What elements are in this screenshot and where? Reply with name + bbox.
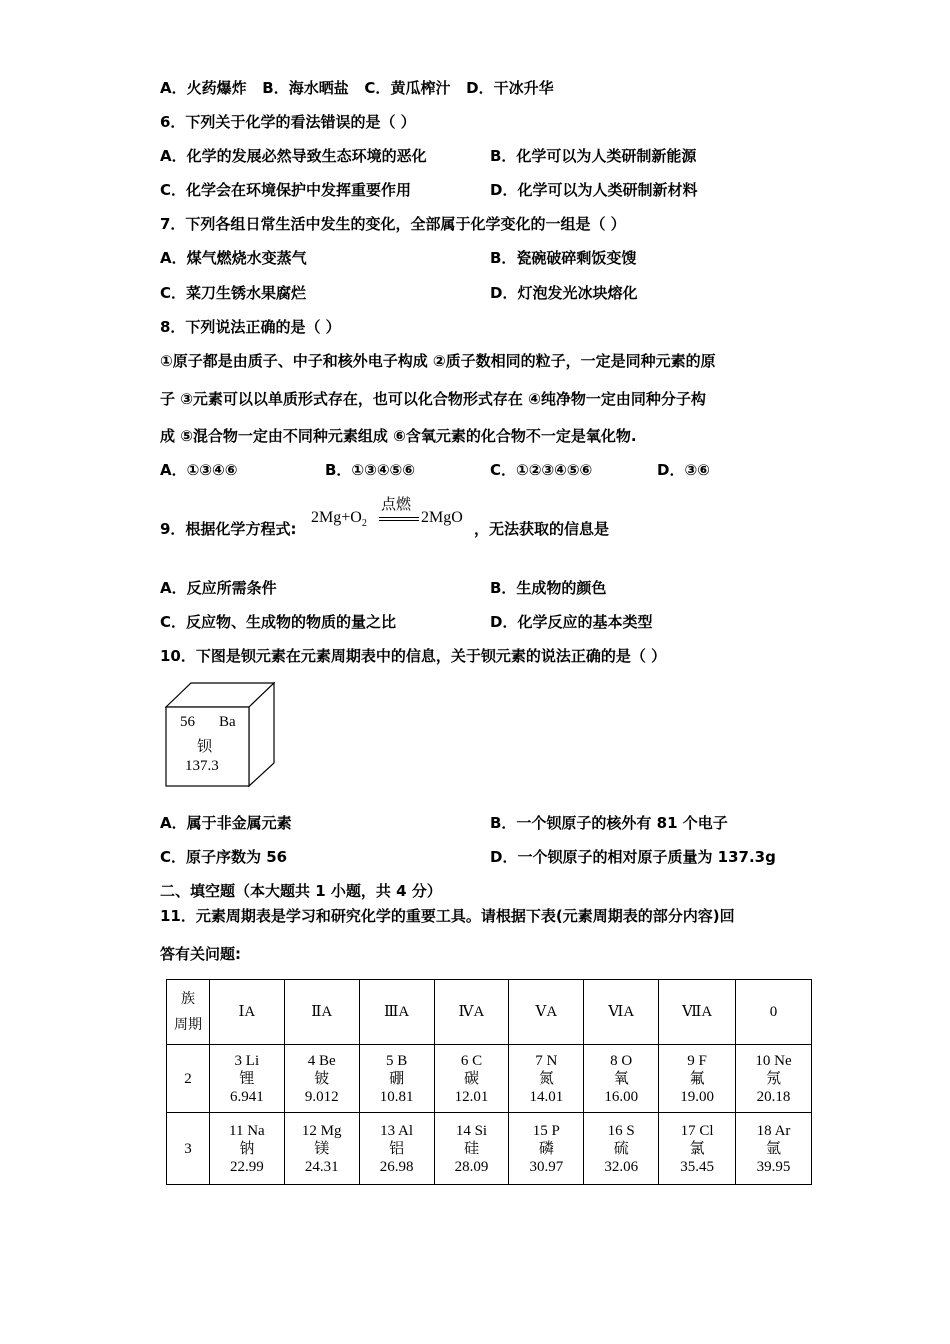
element-number-symbol: 4 Be [307, 1052, 336, 1069]
element-name: 锂 [239, 1070, 255, 1087]
element-name: 碳 [463, 1070, 479, 1087]
period-label: 3 [167, 1113, 210, 1185]
equation-equals-sign [379, 516, 419, 524]
element-number-symbol: 18 Ar [756, 1122, 791, 1139]
element-number-symbol: 10 Ne [755, 1052, 792, 1069]
q5-option-d[interactable]: D．干冰升华 [466, 79, 554, 97]
q10-option-d[interactable]: D．一个钡原子的相对原子质量为 137.3g [490, 848, 776, 866]
q8-statements-line-1: ①原子都是由质子、中子和核外电子构成 ②质子数相同的粒子，一定是同种元素的原 [160, 352, 716, 370]
element-mass: 19.00 [680, 1088, 714, 1105]
element-mass: 30.97 [529, 1158, 564, 1175]
element-name: 氖 [766, 1070, 782, 1087]
q8-stem: 8．下列说法正确的是（ ） [160, 318, 341, 336]
element-mass: 9.012 [304, 1088, 339, 1105]
element-mass: 28.09 [454, 1158, 489, 1175]
q9-option-a[interactable]: A．反应所需条件 [160, 579, 277, 597]
q8-statements-line-2: 子 ③元素可以以单质形式存在，也可以化合物形式存在 ④纯净物一定由同种分子构 [160, 390, 706, 408]
q5-option-a[interactable]: A．火药爆炸 [160, 79, 247, 97]
element-name: 磷 [538, 1140, 554, 1157]
period-label: 2 [167, 1045, 210, 1113]
element-mass: 10.81 [379, 1088, 414, 1105]
q8-option-a[interactable]: A．①③④⑥ [160, 461, 238, 479]
element-mass: 16.00 [604, 1088, 639, 1105]
element-cell [209, 1045, 284, 1113]
element-name: 镁 [314, 1140, 330, 1157]
element-cell [736, 1045, 812, 1113]
q6-option-d[interactable]: D．化学可以为人类研制新材料 [490, 181, 698, 199]
element-number-symbol: 6 C [460, 1052, 483, 1069]
q6-option-c[interactable]: C．化学会在环境保护中发挥重要作用 [160, 181, 412, 199]
section-2-heading: 二、填空题（本大题共 1 小题，共 4 分） [160, 882, 442, 900]
element-name: 硼 [389, 1070, 405, 1087]
corner-group-label: 族 [180, 991, 195, 1007]
element-mass: 39.95 [756, 1158, 791, 1175]
element-number-symbol: 16 S [607, 1122, 635, 1139]
element-number-symbol: 7 N [535, 1052, 558, 1069]
q8-option-c[interactable]: C．①②③④⑤⑥ [490, 461, 593, 479]
corner-period-label: 周期 [173, 1017, 202, 1033]
q6-stem: 6．下列关于化学的看法错误的是（ ） [160, 113, 416, 131]
table-header-row [167, 980, 812, 1045]
q6-option-b[interactable]: B．化学可以为人类研制新能源 [490, 147, 697, 165]
element-number-symbol: 8 O [610, 1052, 633, 1069]
element-name: 氮 [538, 1070, 554, 1087]
element-number-symbol: 14 Si [455, 1122, 488, 1139]
element-number-symbol: 17 Cl [680, 1122, 714, 1139]
element-name: 铝 [389, 1140, 405, 1157]
periodic-table-excerpt [166, 979, 812, 1185]
element-mass: 32.06 [604, 1158, 639, 1175]
cube-symbol: Ba [219, 714, 236, 730]
q5-options [160, 78, 554, 98]
element-cell [359, 1113, 434, 1185]
element-number-symbol: 12 Mg [301, 1122, 342, 1139]
q10-stem: 10．下图是钡元素在元素周期表中的信息，关于钡元素的说法正确的是（ ） [160, 647, 667, 665]
element-mass: 26.98 [379, 1158, 414, 1175]
q7-option-c[interactable]: C．菜刀生锈水果腐烂 [160, 284, 307, 302]
element-cell [736, 1113, 812, 1185]
group-header: ⅠA [209, 980, 284, 1045]
group-header: ⅤA [509, 980, 584, 1045]
element-mass: 12.01 [454, 1088, 489, 1105]
element-mass: 35.45 [680, 1158, 714, 1175]
q11-line-1: 11．元素周期表是学习和研究化学的重要工具。请根据下表(元素周期表的部分内容)回 [160, 907, 735, 925]
element-mass: 6.941 [229, 1088, 264, 1105]
element-mass: 22.99 [229, 1158, 264, 1175]
element-number-symbol: 13 Al [380, 1122, 414, 1139]
q5-option-c[interactable]: C．黄瓜榨汁 [364, 79, 451, 97]
cube-atomic-mass: 137.3 [185, 758, 219, 774]
element-mass: 24.31 [304, 1158, 339, 1175]
equation-condition: 点燃 [381, 497, 412, 513]
equation-subscript: 2 [361, 518, 367, 530]
equation-product: 2MgO [421, 509, 463, 526]
q8-option-d[interactable]: D．③⑥ [657, 461, 710, 479]
group-header: ⅡA [284, 980, 359, 1045]
element-cell [359, 1045, 434, 1113]
q7-option-a[interactable]: A．煤气燃烧水变蒸气 [160, 249, 307, 267]
element-cell [584, 1045, 659, 1113]
element-cell [284, 1113, 359, 1185]
q7-stem: 7．下列各组日常生活中发生的变化，全部属于化学变化的一组是（ ） [160, 215, 626, 233]
period-row [167, 1045, 812, 1113]
element-cell [209, 1113, 284, 1185]
q10-option-b[interactable]: B．一个钡原子的核外有 81 个电子 [490, 814, 728, 832]
group-header: ⅥA [584, 980, 659, 1045]
group-header: 0 [736, 980, 812, 1045]
element-cell [434, 1113, 509, 1185]
q9-option-c[interactable]: C．反应物、生成物的物质的量之比 [160, 613, 397, 631]
element-cell [509, 1113, 584, 1185]
element-name: 氩 [766, 1140, 782, 1157]
element-number-symbol: 11 Na [229, 1122, 265, 1139]
group-header: ⅦA [659, 980, 736, 1045]
element-number-symbol: 5 B [385, 1052, 408, 1069]
q11-line-2: 答有关问题: [160, 945, 241, 963]
element-mass: 20.18 [756, 1088, 791, 1105]
element-number-symbol: 3 Li [234, 1052, 260, 1069]
group-header: ⅢA [359, 980, 434, 1045]
q7-option-b[interactable]: B．瓷碗破碎剩饭变馊 [490, 249, 637, 267]
period-row [167, 1113, 812, 1185]
q8-statements-line-3: 成 ⑤混合物一定由不同种元素组成 ⑥含氧元素的化合物不一定是氧化物. [160, 427, 637, 445]
element-number-symbol: 15 P [532, 1122, 560, 1139]
element-name: 氟 [689, 1070, 705, 1087]
element-name: 硫 [613, 1140, 629, 1157]
element-number-symbol: 9 F [687, 1052, 707, 1069]
cube-element-name: 钡 [197, 739, 213, 755]
cube-atomic-number: 56 [180, 714, 195, 730]
q9-suffix: ，无法获取的信息是 [474, 520, 610, 538]
element-name: 钠 [239, 1140, 255, 1157]
barium-element-cube [165, 682, 275, 787]
element-name: 硅 [463, 1140, 479, 1157]
element-cell [659, 1113, 736, 1185]
element-cell [434, 1045, 509, 1113]
equation-reactants: 2Mg+O [311, 509, 362, 526]
q9-option-d[interactable]: D．化学反应的基本类型 [490, 613, 653, 631]
element-mass: 14.01 [529, 1088, 564, 1105]
q10-option-a[interactable]: A．属于非金属元素 [160, 814, 292, 832]
q8-option-b[interactable]: B．①③④⑤⑥ [325, 461, 415, 479]
q9-option-b[interactable]: B．生成物的颜色 [490, 579, 607, 597]
element-cell [284, 1045, 359, 1113]
element-name: 铍 [314, 1070, 330, 1087]
q5-option-b[interactable]: B．海水晒盐 [262, 79, 349, 97]
q9-prefix: 9．根据化学方程式: [160, 520, 297, 538]
cube-outline [165, 682, 275, 787]
element-name: 氯 [689, 1140, 705, 1157]
element-cell [659, 1045, 736, 1113]
q10-option-c[interactable]: C．原子序数为 56 [160, 848, 288, 866]
element-cell [509, 1045, 584, 1113]
element-name: 氧 [613, 1070, 629, 1087]
q6-option-a[interactable]: A．化学的发展必然导致生态环境的恶化 [160, 147, 427, 165]
element-cell [584, 1113, 659, 1185]
chemical-equation [311, 509, 367, 529]
corner-cell [167, 980, 210, 1045]
group-header: ⅣA [434, 980, 509, 1045]
q7-option-d[interactable]: D．灯泡发光冰块熔化 [490, 284, 638, 302]
